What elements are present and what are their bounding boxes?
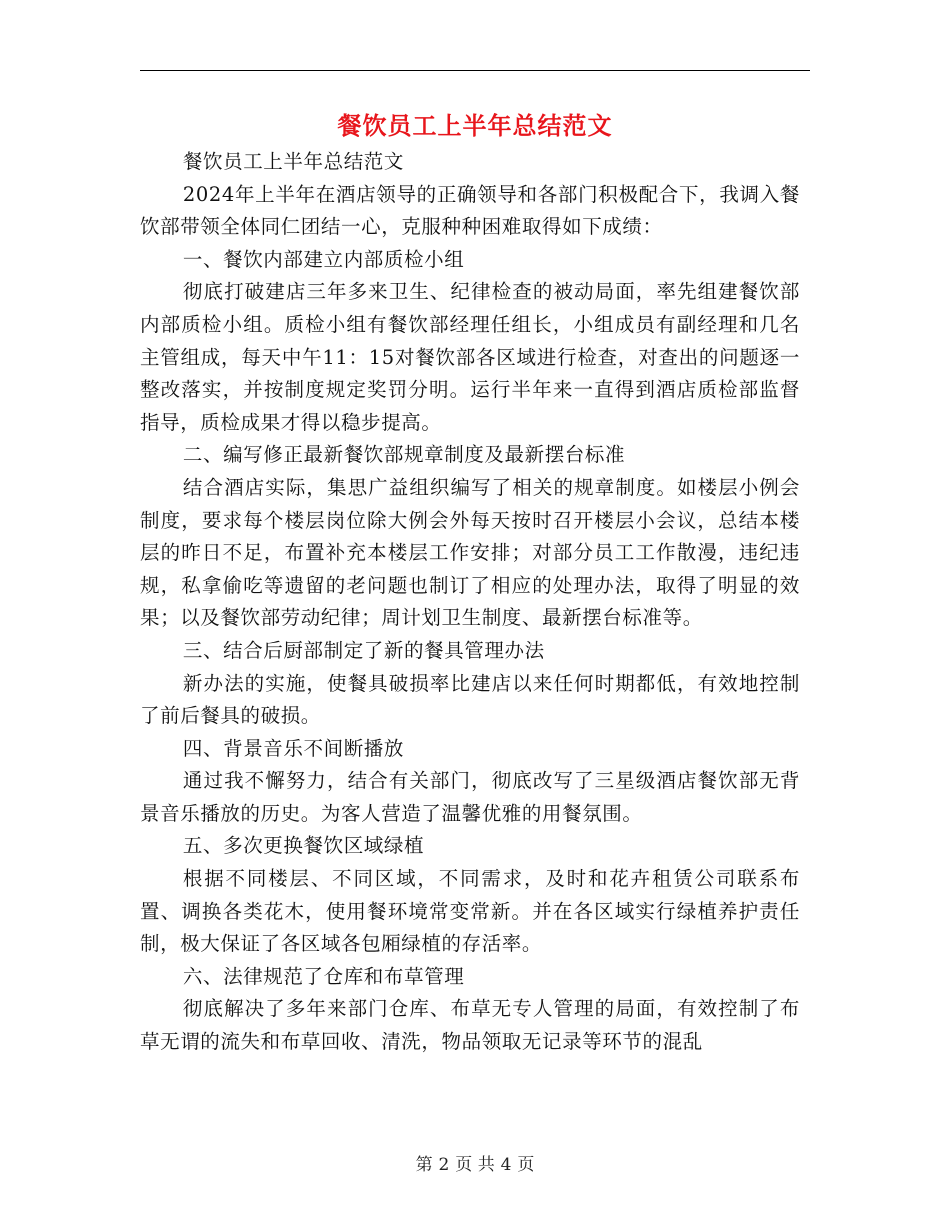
section-heading: 五、多次更换餐饮区域绿植 — [182, 834, 425, 858]
document-body — [140, 146, 800, 1059]
page-footer — [140, 1153, 810, 1177]
paragraph: 2024年上半年在酒店领导的正确领导和各部门积极配合下，我调入餐饮部带领全体同仁团结一心，克服种种困难取得如下成绩： — [140, 182, 800, 239]
paragraph: 根据不同楼层、不同区域，不同需求，及时和花卉租赁公司联系布置、调换各类花木，使用餐环境常变常新。并在各区域实行绿植养护责任制，极大保证了各区域各包厢绿植的存活率。 — [140, 867, 800, 956]
footer-middle: 页 共 — [455, 1155, 495, 1175]
section-heading: 一、餐饮内部建立内部质检小组 — [182, 247, 465, 271]
paragraph: 彻底解决了多年来部门仓库、布草无专人管理的局面，有效控制了布草无谓的流失和布草回收、清洗，物品领取无记录等环节的混乱 — [140, 997, 800, 1054]
paragraph: 彻底打破建店三年多来卫生、纪律检查的被动局面，率先组建餐饮部内部质检小组。质检小组有餐饮部经理任组长，小组成员有副经理和几名主管组成，每天中午11：15对餐饮部各区域进行检查，对查出的问题逐一整改落实，并按制度规定奖罚分明。运行半年来一直得到酒店质检部监督指导，质检成果才得以稳步提高。 — [140, 280, 800, 434]
paragraph: 新办法的实施，使餐具破损率比建店以来任何时期都低，有效地控制了前后餐具的破损。 — [140, 671, 800, 728]
section-heading: 三、结合后厨部制定了新的餐具管理办法 — [182, 638, 545, 662]
footer-suffix: 页 — [517, 1155, 535, 1175]
current-page-number: 2 — [438, 1155, 450, 1175]
footer-prefix: 第 — [415, 1155, 433, 1175]
paragraph: 结合酒店实际，集思广益组织编写了相关的规章制度。如楼层小例会制度，要求每个楼层岗位除大例会外每天按时召开楼层小会议，总结本楼层的昨日不足，布置补充本楼层工作安排；对部分员工工作散漫，违纪违规，私拿偷吃等遗留的老问题也制订了相应的处理办法，取得了明显的效果；以及餐饮部劳动纪律；周计划卫生制度、最新摆台标准等。 — [140, 475, 800, 630]
header-rule — [140, 70, 810, 71]
document-title: 餐饮员工上半年总结范文 — [337, 111, 613, 140]
total-page-number: 4 — [500, 1155, 512, 1175]
section-heading: 六、法律规范了仓库和布草管理 — [182, 964, 465, 988]
paragraph: 餐饮员工上半年总结范文 — [182, 150, 404, 173]
section-heading: 四、背景音乐不间断播放 — [182, 736, 404, 760]
paragraph: 通过我不懈努力，结合有关部门，彻底改写了三星级酒店餐饮部无背景音乐播放的历史。为客人营造了温馨优雅的用餐氛围。 — [140, 769, 800, 825]
section-heading: 二、编写修正最新餐饮部规章制度及最新摆台标准 — [182, 443, 626, 467]
